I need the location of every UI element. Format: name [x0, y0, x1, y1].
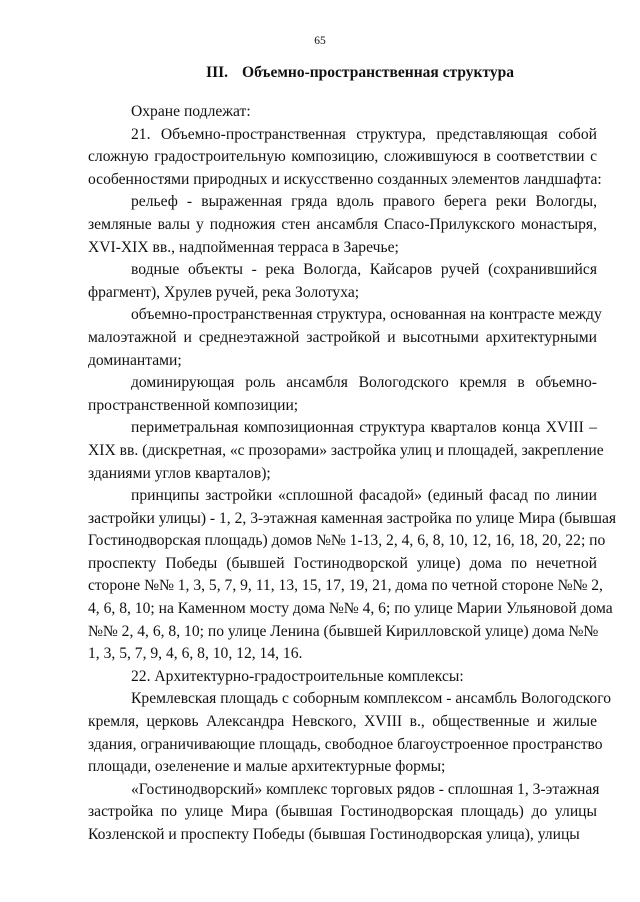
- text-line: 4, 6, 8, 10; на Каменном мосту дома №№ 4, 6; по улице Марии Ульяновой дома: [88, 600, 613, 618]
- text-line: 1, 3, 5, 7, 9, 4, 6, 8, 10, 12, 14, 16.: [88, 645, 303, 663]
- text-line: сложную градостроительную композицию, сложившуюся в соответствии с: [88, 148, 597, 166]
- section-heading: [0, 64, 640, 82]
- paragraph: [88, 191, 597, 259]
- text-line: водные объекты - река Вологда, Кайсаров ручей (сохранившийся: [131, 261, 597, 279]
- paragraph: [88, 779, 600, 847]
- section-number: III.: [206, 64, 229, 81]
- paragraph: [88, 101, 597, 124]
- paragraph: [88, 688, 612, 778]
- text-line: особенностями природных и искусственно созданных элементов ландшафта:: [88, 170, 602, 188]
- text-line: застройка по улице Мира (бывшая Гостинодворская площадь) до улицы: [88, 803, 597, 821]
- text-line: проспекту Победы (бывшей Гостинодворской улице) дома по нечетной: [88, 554, 597, 572]
- text-line: рельеф - выраженная гряда вдоль правого берега реки Вологды,: [131, 193, 597, 211]
- text-line: фрагмент), Хрулев ручей, река Золотуха;: [88, 283, 360, 301]
- text-line: зданиями углов кварталов);: [88, 464, 271, 482]
- text-line: здания, ограничивающие площадь, свободное благоустроенное пространство: [88, 735, 603, 753]
- paragraph: [88, 485, 617, 666]
- text-line: пространственной композиции;: [88, 396, 299, 414]
- text-line: Кремлевская площадь с соборным комплексом - ансамбль Вологодского: [131, 690, 612, 708]
- text-line: XVI-XIX вв., надпойменная терраса в Заречье;: [88, 238, 399, 256]
- section-title: Объемно-пространственная структура: [242, 64, 514, 81]
- text-line: площади, озеленение и малые архитектурные формы;: [88, 758, 446, 776]
- text-line: Охране подлежат:: [131, 103, 251, 120]
- paragraph: [88, 259, 597, 304]
- text-line: застройки улицы) - 1, 2, 3-этажная каменная застройка по улице Мира (бывшая: [88, 509, 617, 527]
- text-line: Козленской и проспекту Победы (бывшая Гостинодворская улица), улицы: [88, 826, 580, 843]
- document-body: [88, 101, 617, 847]
- text-line: доминирующая роль ансамбля Вологодского кремля в объемно-: [131, 374, 597, 392]
- text-line: земляные валы у подножия стен ансамбля Спасо-Прилукского монастыря,: [88, 215, 597, 233]
- text-line: малоэтажной и среднеэтажной застройкой и высотными архитектурными: [88, 328, 597, 346]
- text-line: «Гостинодворский» комплекс торговых рядов - сплошная 1, 3-этажная: [131, 780, 600, 798]
- paragraph: [88, 666, 597, 689]
- text-line: кремля, церковь Александра Невского, XVIII в., общественные и жилые: [88, 713, 597, 731]
- text-line: №№ 2, 4, 6, 8, 10; по улице Ленина (бывшей Кирилловской улице) дома №№: [88, 622, 599, 640]
- paragraph: [88, 304, 602, 372]
- paragraph: [88, 372, 597, 417]
- paragraph: [88, 124, 602, 192]
- text-line: принципы застройки «сплошной фасадой» (единый фасад по линии: [131, 487, 597, 505]
- text-line: доминантами;: [88, 351, 182, 369]
- text-line: XIX вв. (дискретная, «с прозорами» застройка улиц и площадей, закрепление: [88, 441, 604, 459]
- text-line: Гостинодворская площадь) домов №№ 1-13, 2, 4, 6, 8, 10, 12, 16, 18, 20, 22; по: [88, 532, 606, 550]
- paragraph: [88, 417, 604, 485]
- text-line: стороне №№ 1, 3, 5, 7, 9, 11, 13, 15, 17, 19, 21, дома по четной стороне №№ 2,: [88, 577, 603, 595]
- text-line: 22. Архитектурно-градостроительные комплексы:: [131, 667, 464, 685]
- page-number: 65: [314, 35, 326, 47]
- text-line: объемно-пространственная структура, основанная на контрасте между: [131, 306, 602, 324]
- text-line: периметральная композиционная структура кварталов конца XVIII –: [131, 419, 597, 437]
- text-line: 21. Объемно-пространственная структура, представляющая собой: [131, 125, 597, 143]
